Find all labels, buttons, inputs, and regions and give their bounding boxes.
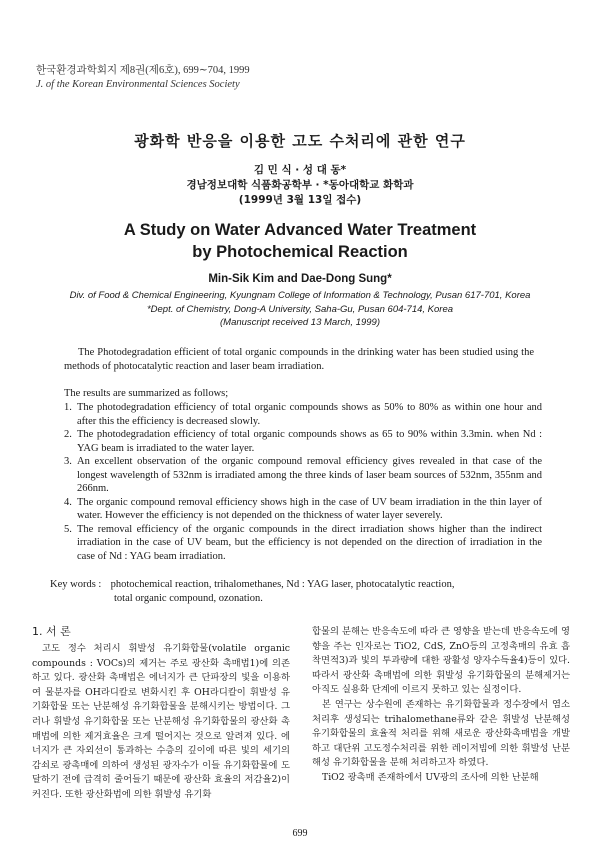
title-english-line1: A Study on Water Advanced Water Treatment <box>123 221 477 239</box>
page-number: 699 <box>292 828 308 839</box>
keywords-label: Key words : <box>50 579 102 590</box>
list-item-text: An excellent observation of the organic compound removal efficiency gives revealed in that case of the longest wavelength of 532nm is irradiated among the three kinds of laser beam sources of 532nm, 355nm and 266nm. <box>77 456 542 494</box>
list-item-number: 5. <box>64 523 72 535</box>
title-english <box>0 219 600 263</box>
section-heading: 1. 서 론 <box>32 625 71 638</box>
author-names-english: Min-Sik Kim and Dae-Dong Sung* <box>208 273 392 285</box>
title-korean: 광화학 반응을 이용한 고도 수처리에 관한 연구 <box>134 132 466 150</box>
body-paragraph: 고도 정수 처리시 휘발성 유기화합물(volatile organic compounds : VOCs)의 제거는 주로 광산화 촉매법1)에 의존하고 있다. 광산화 촉매법은 에너지가 큰 단파장의 빛을 이용하여 물분자를 OH라디칼로 변화시킨 후 OH라디칼이 휘발성 유기화합물 또는 난분해성 유기화합물을 분해시키는 방법이다. 그러나 휘발성 유기화합물 또는 난분해성 유기화합물의 광산화 촉매법에 의한 제거효율은 크게 떨어지는 것으로 알려져 있다. 에너지가 큰 자외선이 통과하는 수층의 깊이에 따른 빛의 세기의 감쇠로 광촉매에 의하여 생성된 광자수가 이들 유기화합물에 도달하기 전에 급격히 줄어들기 때문에 광산화 효율의 저감율2)이 커진다. 또한 광산화법에 의한 휘발성 유기화 <box>32 643 290 800</box>
affiliations-english <box>0 289 600 330</box>
list-item-text: The photodegradation efficiency of total organic compounds shows as 50% to 80% as within one hour and after this the efficiency is decreased slowly. <box>77 402 542 427</box>
keywords-line1: photochemical reaction, trihalomethanes, Nd : YAG laser, photocatalytic reaction, <box>110 579 455 590</box>
list-item-number: 2. <box>64 429 72 440</box>
journal-citation-korean: 한국환경과학회지 제8권(제6호), 699∼704, 1999 <box>36 65 250 76</box>
list-item-text: The removal efficiency of the organic compounds in the direct irradiation shows higher than the indirect irradiation in the case of UV beam, but the efficiency is not depended on the direction of irradiation in the case of Nd : YAG beam irradiation. <box>77 523 542 562</box>
body-column-right <box>312 625 570 786</box>
body-paragraph: 합물의 분해는 반응속도에 따라 큰 영향을 받는데 반응속도에 영향을 주는 인자로는 TiO2, CdS, ZnO등의 고정촉매의 유효 흡착면적3)과 빛의 투과량에 대한 광활성 양자수득율4)등이 있다. 따라서 광산화 촉매법에 의한 휘발성 유기화합물의 분해제거는 아직도 실용화 단계에 이르지 못하고 있는 실정이다. <box>312 626 570 696</box>
list-item <box>64 428 542 455</box>
author-names-korean: 김 민 식 · 성 대 동* <box>253 164 347 176</box>
list-item-text: The organic compound removal efficiency shows high in the case of UV beam irradiation in the thin layer of water. However the efficiency is not depended on the thickness of water layer severely. <box>77 496 542 521</box>
journal-name-english: J. of the Korean Environmental Sciences Society <box>36 79 240 90</box>
body-column-left <box>32 625 290 803</box>
title-english-line2: by Photochemical Reaction <box>192 243 408 261</box>
journal-header <box>36 64 250 92</box>
list-item <box>64 496 542 523</box>
received-date-korean: (1999년 3월 13일 접수) <box>238 194 362 206</box>
list-item-text: The photodegradation efficiency of total organic compounds shows as 65 to 90% within 3.3min. when Nd : YAG beam is irradiated to the water layer. <box>77 429 542 454</box>
summary-intro: The results are summarized as follows; <box>64 388 229 399</box>
list-item <box>64 523 542 564</box>
body-paragraph: TiO2 광촉매 존재하에서 UV광의 조사에 의한 난분해 <box>322 771 539 783</box>
manuscript-received: (Manuscript received 13 March, 1999) <box>220 317 380 328</box>
keywords-line2: total organic compound, ozonation. <box>114 593 263 604</box>
list-item <box>64 455 542 496</box>
affiliation-korean: 경남정보대학 식품화공학부 · *동아대학교 화학과 <box>186 179 414 191</box>
affiliation-english-1: Div. of Food & Chemical Engineering, Kyungnam College of Information & Technology, Pusan 617-701, Korea <box>69 290 531 301</box>
affiliation-english-2: *Dept. of Chemistry, Dong-A University, Saha-Gu, Pusan 604-714, Korea <box>146 303 454 315</box>
results-list <box>64 401 542 563</box>
list-item-number: 4. <box>64 496 72 508</box>
list-item-number: 3. <box>64 456 72 467</box>
abstract-text: The Photodegradation efficient of total organic compounds in the drinking water has been studied using the methods of photocatalytic reaction and laser beam irradiation. <box>64 347 534 372</box>
body-paragraph: 본 연구는 상수원에 존재하는 유기화합물과 정수장에서 염소처리후 생성되는 trihalomethane류와 같은 휘발성 난분해성 유기화합물의 효율적 처리를 위해 새로운 광산화촉매법을 개발하고 대단위 고도정수처리를 위한 레이저빔에 의한 휘발성 난분해성 유기화합물을 분해 처리하고자 하였다. <box>312 698 570 769</box>
list-item <box>64 401 542 428</box>
abstract <box>64 346 534 373</box>
list-item-number: 1. <box>64 402 72 413</box>
keywords <box>50 578 550 606</box>
authors-korean-block <box>0 163 600 208</box>
